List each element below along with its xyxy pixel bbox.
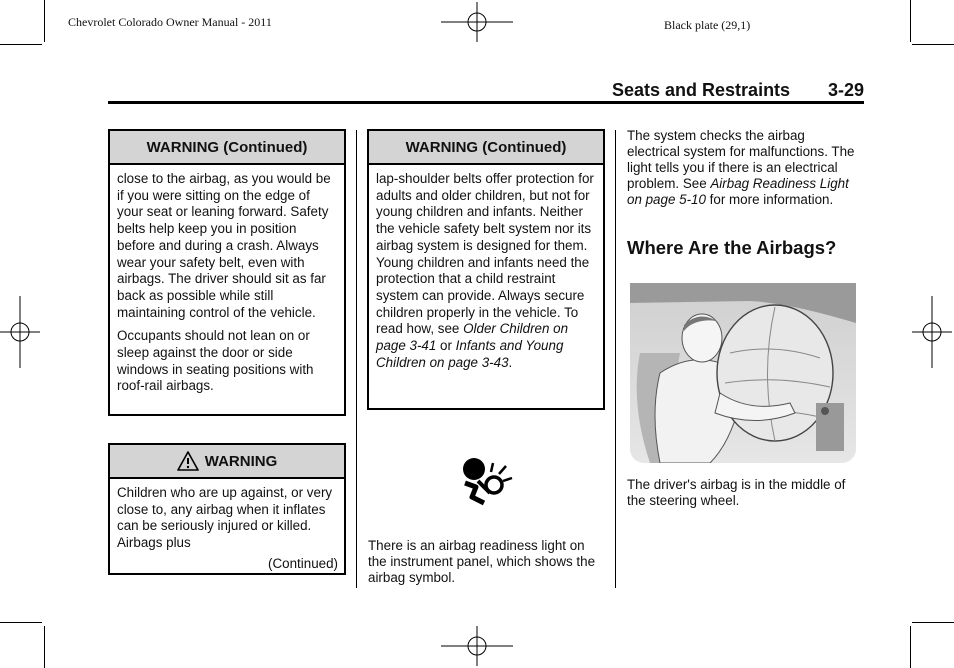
- intro-text: The system checks the airbag electrical system for malfunctions. The light tells you if there is an electrical problem. See: [627, 128, 855, 191]
- cross-reference: Airbag Readiness Light on page 5-10: [627, 176, 849, 207]
- registration-mark-left: [0, 296, 40, 368]
- crop-mark: [912, 44, 954, 45]
- warning-paragraph: close to the airbag, as you would be if you were sitting on the edge of your seat or leaning forward. Safety belts help keep you in position before and during a crash. Always wear your safety belt, even with airbags. The driver should sit as far back as possible while still maintaining control of the vehicle.: [117, 171, 331, 320]
- registration-mark-bottom: [441, 626, 513, 666]
- intro-paragraph: [627, 128, 859, 208]
- warning-title: WARNING: [204, 452, 278, 470]
- section-title: Seats and Restraints: [612, 80, 791, 100]
- intro-text-end: for more information.: [705, 192, 834, 207]
- warning-paragraph: Children who are up against, or very close to, any airbag when it inflates can be seriously injured or killed. Airbags plus: [117, 485, 333, 551]
- column-divider: [615, 130, 616, 588]
- registration-mark-right: [912, 296, 952, 368]
- page-number: 3-29: [828, 80, 865, 100]
- crop-mark: [912, 622, 954, 623]
- warning-box: [108, 443, 346, 575]
- airbag-readiness-icon: [458, 457, 514, 511]
- plate-label: Black plate (29,1): [664, 18, 751, 32]
- header-rule: [108, 101, 864, 104]
- warning-header: WARNING (Continued): [110, 131, 344, 165]
- crop-mark: [44, 0, 45, 42]
- cross-reference: Infants and Young Children on page 3-43: [376, 338, 564, 370]
- driver-airbag-illustration: [630, 283, 856, 463]
- warning-header: WARNING (Continued): [369, 131, 603, 165]
- column-divider: [356, 130, 357, 588]
- crop-mark: [0, 622, 42, 623]
- cross-reference: Older Children on page 3-41: [376, 321, 569, 354]
- warning-text: lap-shoulder belts offer protection for adults and older children, but not for young children and infants. Neither the vehicle safety belt system nor its airbag system is designed for them. Young children and infants need the protection that a child restraint system can provide. Always secure children properly in the vehicle. To read how, see: [376, 171, 594, 337]
- crop-mark: [44, 626, 45, 668]
- crop-mark: [910, 626, 911, 668]
- crop-mark: [0, 44, 42, 45]
- registration-mark-top: [441, 2, 513, 42]
- connector-text: or: [436, 338, 456, 354]
- continued-label: (Continued): [268, 555, 338, 571]
- warning-body: [369, 165, 603, 379]
- manual-title: Chevrolet Colorado Owner Manual - 2011: [68, 15, 272, 29]
- driver-airbag-caption: The driver's airbag is in the middle of the steering wheel.: [627, 477, 846, 508]
- warning-box-continued: [367, 129, 605, 410]
- section-heading: Where Are the Airbags?: [627, 237, 837, 258]
- punctuation: .: [508, 354, 513, 370]
- airbag-light-caption: There is an airbag readiness light on the instrument panel, which shows the airbag symbol.: [368, 538, 596, 585]
- warning-paragraph: Occupants should not lean on or sleep against the door or side windows in seating positions with roof-rail airbags.: [117, 328, 314, 394]
- warning-body: [110, 479, 344, 577]
- crop-mark: [910, 0, 911, 42]
- warning-box-continued: [108, 129, 346, 416]
- warning-triangle-icon: [177, 451, 199, 471]
- warning-body: [110, 165, 344, 410]
- warning-header: [110, 445, 344, 479]
